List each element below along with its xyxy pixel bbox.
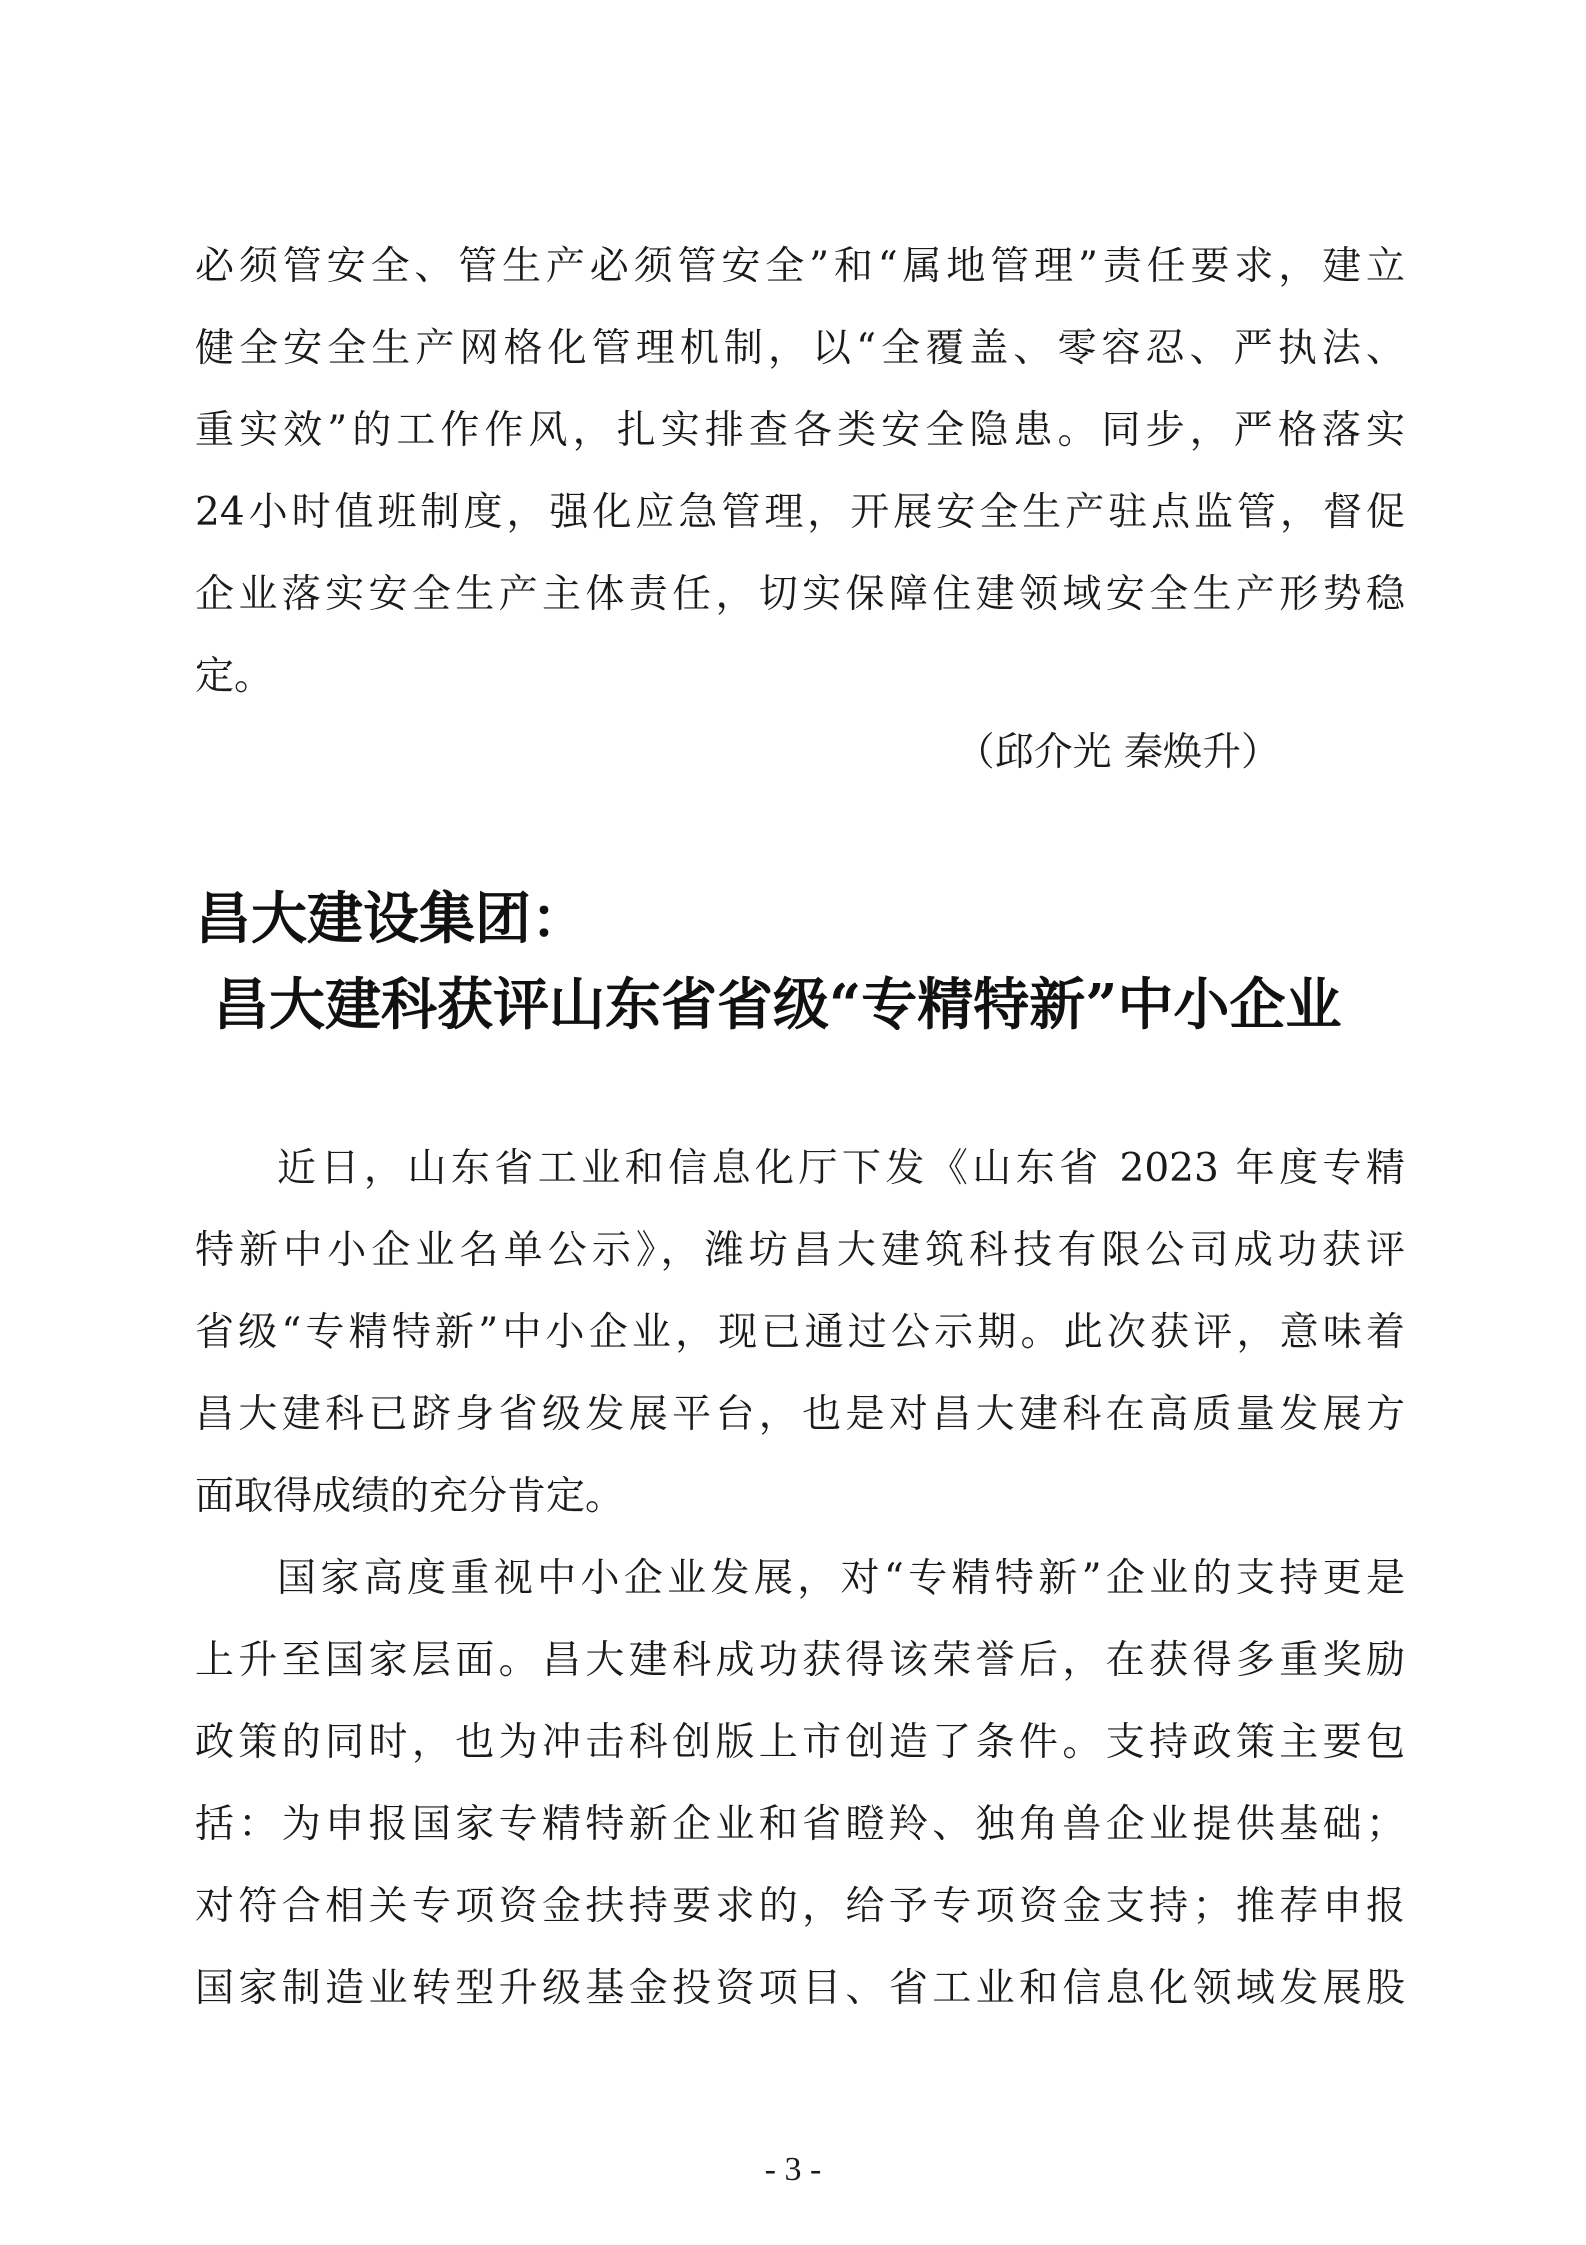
paragraph-line: 面取得成绩的充分肯定。 bbox=[195, 1474, 625, 1519]
paragraph-line: 近日，山东省工业和信息化厅下发《山东省 2023 年度专精 bbox=[277, 1146, 1405, 1191]
paragraph-line: 上升至国家层面。昌大建科成功获得该荣誉后，在获得多重奖励 bbox=[195, 1638, 1405, 1683]
paragraph-line: 健全安全生产网格化管理机制，以“全覆盖、零容忍、严执法、 bbox=[195, 326, 1405, 371]
heading-line-title: 昌大建科获评山东省省级“专精特新”中小企业 bbox=[213, 972, 1342, 1038]
paragraph-safety-continuation bbox=[195, 226, 1405, 718]
paragraph-line: 必须管安全、管生产必须管安全”和“属地管理”责任要求，建立 bbox=[195, 244, 1405, 289]
paragraph-announcement bbox=[195, 1128, 1405, 1538]
paragraph-line: 括：为申报国家专精特新企业和省瞪羚、独角兽企业提供基础； bbox=[195, 1802, 1405, 1847]
paragraph-line: 企业落实安全生产主体责任，切实保障住建领域安全生产形势稳 bbox=[195, 572, 1405, 617]
paragraph-line: 国家高度重视中小企业发展，对“专精特新”企业的支持更是 bbox=[277, 1556, 1405, 1601]
author-byline: （邱介光 秦焕升） bbox=[955, 730, 1280, 775]
paragraph-line: 政策的同时，也为冲击科创版上市创造了条件。支持政策主要包 bbox=[195, 1720, 1405, 1765]
article-heading bbox=[195, 876, 1415, 1048]
paragraph-line: 重实效”的工作作风，扎实排查各类安全隐患。同步，严格落实 bbox=[195, 408, 1405, 453]
heading-line-company: 昌大建设集团： bbox=[195, 886, 587, 952]
paragraph-line: 对符合相关专项资金扶持要求的，给予专项资金支持；推荐申报 bbox=[195, 1884, 1405, 1929]
page-number: - 3 - bbox=[764, 2151, 822, 2188]
paragraph-line: 省级“专精特新”中小企业，现已通过公示期。此次获评，意味着 bbox=[195, 1310, 1405, 1355]
paragraph-policy-support bbox=[195, 1538, 1405, 2030]
paragraph-line: 国家制造业转型升级基金投资项目、省工业和信息化领域发展股 bbox=[195, 1966, 1405, 2011]
paragraph-line: 24小时值班制度，强化应急管理，开展安全生产驻点监管，督促 bbox=[195, 490, 1405, 535]
paragraph-line: 定。 bbox=[195, 654, 274, 699]
paragraph-line: 特新中小企业名单公示》，潍坊昌大建筑科技有限公司成功获评 bbox=[195, 1228, 1405, 1273]
paragraph-line: 昌大建科已跻身省级发展平台，也是对昌大建科在高质量发展方 bbox=[195, 1392, 1405, 1437]
